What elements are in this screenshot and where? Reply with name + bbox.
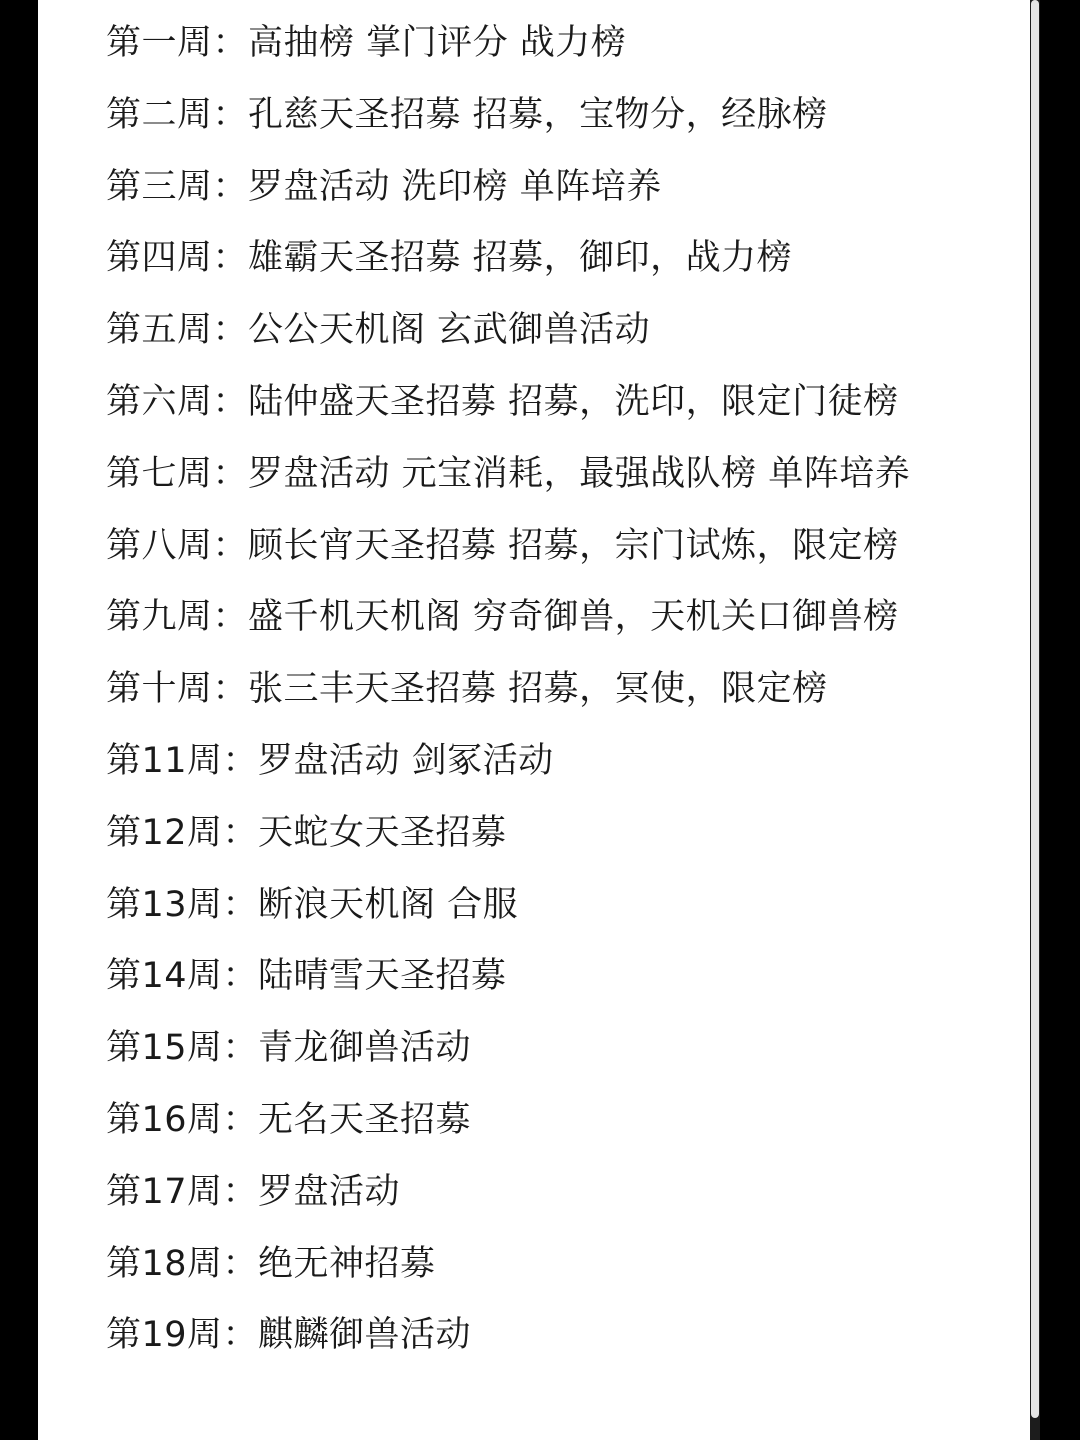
schedule-row xyxy=(106,941,910,1013)
week-label: 第17周： xyxy=(106,1171,259,1212)
schedule-row xyxy=(106,654,910,726)
week-content: 断浪天机阁 合服 xyxy=(258,884,519,925)
week-content: 罗盘活动 元宝消耗，最强战队榜 单阵培养 xyxy=(248,453,911,494)
schedule-row xyxy=(106,798,910,870)
schedule-row xyxy=(106,1085,910,1157)
week-content: 麒麟御兽活动 xyxy=(258,1315,472,1356)
week-label: 第16周： xyxy=(106,1099,259,1140)
week-content: 青龙御兽活动 xyxy=(258,1028,472,1069)
schedule-row xyxy=(106,1300,910,1372)
week-content: 公公天机阁 玄武御兽活动 xyxy=(248,310,651,351)
week-content: 无名天圣招募 xyxy=(258,1099,472,1140)
week-content: 张三丰天圣招募 招募，冥使，限定榜 xyxy=(248,669,828,710)
week-label: 第三周： xyxy=(106,166,249,207)
week-label: 第八周： xyxy=(106,525,249,566)
week-content: 绝无神招募 xyxy=(258,1243,436,1284)
week-label: 第二周： xyxy=(106,94,249,135)
week-content: 陆晴雪天圣招募 xyxy=(258,956,507,997)
schedule-row xyxy=(106,439,910,511)
document-page xyxy=(38,0,1030,1440)
week-label: 第15周： xyxy=(106,1028,259,1069)
schedule-row xyxy=(106,8,910,80)
week-content: 天蛇女天圣招募 xyxy=(258,812,507,853)
schedule-row xyxy=(106,870,910,942)
week-content: 孔慈天圣招募 招募，宝物分，经脉榜 xyxy=(248,94,828,135)
scrollbar-thumb[interactable] xyxy=(1031,0,1039,1418)
week-label: 第四周： xyxy=(106,238,249,279)
week-content: 罗盘活动 xyxy=(258,1171,401,1212)
week-label: 第九周： xyxy=(106,597,249,638)
week-label: 第五周： xyxy=(106,310,249,351)
week-label: 第18周： xyxy=(106,1243,259,1284)
schedule-row xyxy=(106,1229,910,1301)
schedule-row xyxy=(106,295,910,367)
schedule-row xyxy=(106,726,910,798)
week-content: 陆仲盛天圣招募 招募，洗印，限定门徒榜 xyxy=(248,381,899,422)
week-content: 雄霸天圣招募 招募，御印，战力榜 xyxy=(248,238,793,279)
schedule-row xyxy=(106,223,910,295)
weekly-schedule-list xyxy=(106,8,910,1372)
week-content: 罗盘活动 剑冢活动 xyxy=(258,740,554,781)
schedule-row xyxy=(106,80,910,152)
week-content: 顾长宵天圣招募 招募，宗门试炼，限定榜 xyxy=(248,525,899,566)
week-content: 盛千机天机阁 穷奇御兽，天机关口御兽榜 xyxy=(248,597,899,638)
week-label: 第七周： xyxy=(106,453,249,494)
schedule-row xyxy=(106,152,910,224)
week-content: 高抽榜 掌门评分 战力榜 xyxy=(248,23,627,63)
week-label: 第14周： xyxy=(106,956,259,997)
week-content: 罗盘活动 洗印榜 单阵培养 xyxy=(248,166,662,207)
schedule-row xyxy=(106,1157,910,1229)
week-label: 第13周： xyxy=(106,884,259,925)
schedule-row xyxy=(106,367,910,439)
week-label: 第一周： xyxy=(106,23,249,63)
schedule-row xyxy=(106,1013,910,1085)
week-label: 第19周： xyxy=(106,1315,259,1356)
week-label: 第11周： xyxy=(106,740,259,781)
week-label: 第十周： xyxy=(106,669,249,710)
schedule-row xyxy=(106,511,910,583)
schedule-row xyxy=(106,582,910,654)
week-label: 第12周： xyxy=(106,812,259,853)
week-label: 第六周： xyxy=(106,381,249,422)
